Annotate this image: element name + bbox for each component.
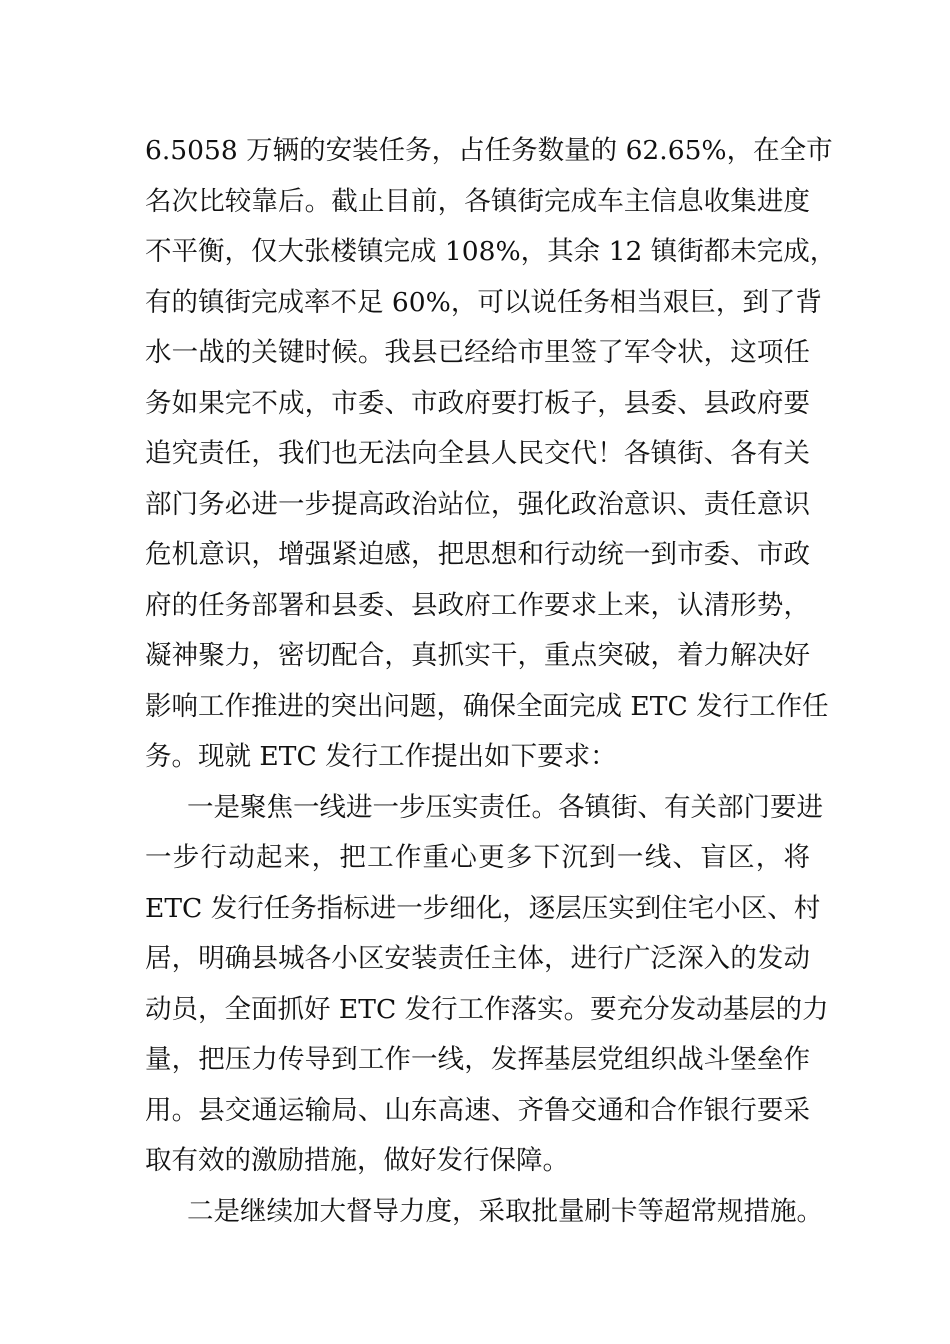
text-line: 影响工作推进的突出问题，确保全面完成 ETC 发行工作任 [145, 690, 829, 722]
text-line: 动员，全面抓好 ETC 发行工作落实。要充分发动基层的力 [145, 993, 829, 1025]
text-line: 府的任务部署和县委、县政府工作要求上来，认清形势， [145, 589, 810, 621]
text-line: 名次比较靠后。截止目前，各镇街完成车主信息收集进度 [145, 185, 810, 217]
text-line: 危机意识，增强紧迫感，把思想和行动统一到市委、市政 [145, 539, 810, 570]
text-line: 务如果完不成，市委、市政府要打板子，县委、县政府要 [145, 387, 810, 419]
text-line: 量，把压力传导到工作一线，发挥基层党组织战斗堡垒作 [145, 1044, 810, 1075]
text-line: 用。县交通运输局、山东高速、齐鲁交通和合作银行要采 [145, 1094, 810, 1126]
paragraph-end-line: 取有效的激励措施，做好发行保障。 [145, 1145, 569, 1176]
paragraph-first-line: 一是聚焦一线进一步压实责任。各镇街、有关部门要进 [187, 791, 823, 823]
text-line: 居，明确县城各小区安装责任主体，进行广泛深入的发动 [145, 943, 810, 974]
body-text [145, 126, 837, 1237]
text-line: 部门务必进一步提高政治站位，强化政治意识、责任意识 [145, 488, 810, 520]
text-line: ETC 发行任务指标进一步细化，逐层压实到住宅小区、村 [145, 892, 821, 924]
text-line: 一步行动起来，把工作重心更多下沉到一线、盲区，将 [145, 842, 810, 873]
paragraph-first-line: 二是继续加大督导力度，采取批量刷卡等超常规措施。 [187, 1195, 823, 1227]
text-line: 水一战的关键时候。我县已经给市里签了军令状，这项任 [145, 337, 810, 368]
text-line: 凝神聚力，密切配合，真抓实干，重点突破，着力解决好 [145, 640, 810, 671]
text-line: 追究责任，我们也无法向全县人民交代！各镇街、各有关 [145, 438, 810, 469]
paragraph-end-line: 务。现就 ETC 发行工作提出如下要求： [145, 741, 617, 772]
text-line: 有的镇街完成率不足 60%，可以说任务相当艰巨，到了背 [145, 286, 822, 318]
text-line: 6.5058 万辆的安装任务，占任务数量的 62.65%，在全市 [145, 135, 833, 166]
text-line: 不平衡，仅大张楼镇完成 108%，其余 12 镇街都未完成， [145, 236, 837, 267]
